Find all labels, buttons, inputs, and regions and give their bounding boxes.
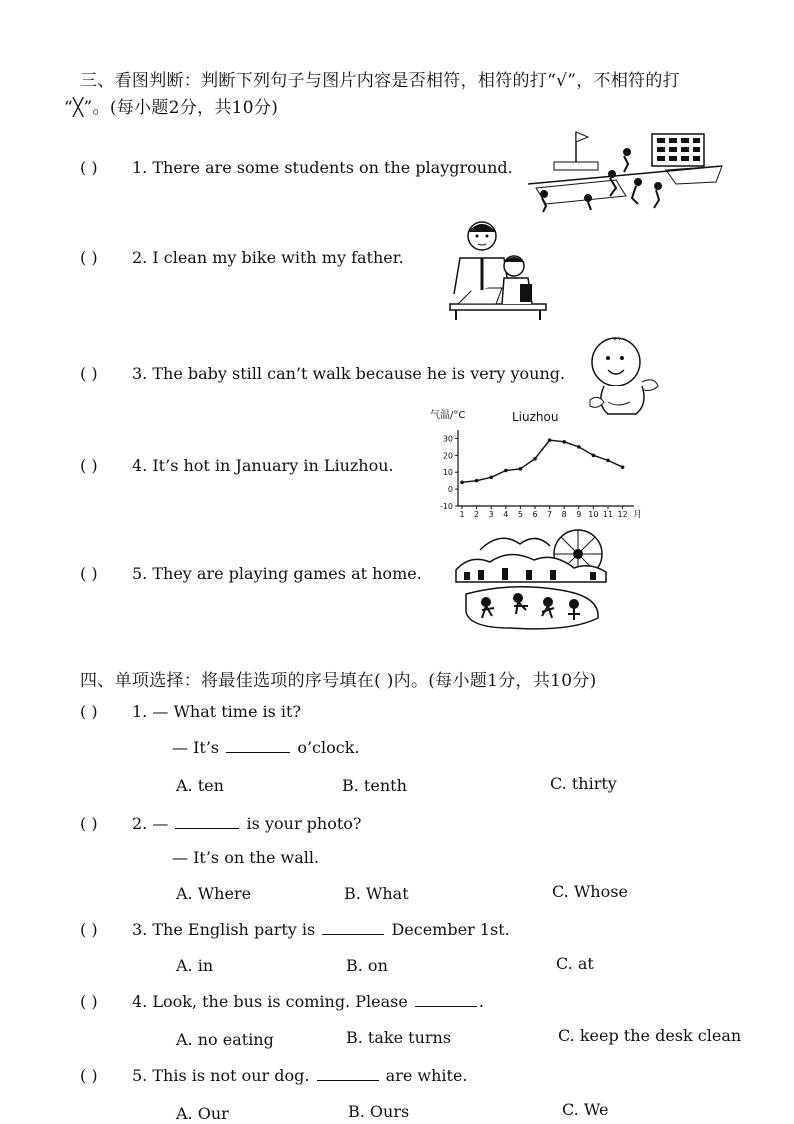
chart-point — [460, 481, 464, 485]
chart-x-tick-label: 8 — [561, 510, 567, 519]
s4-q4 — [80, 992, 484, 1011]
answer-paren[interactable]: ( ) — [80, 364, 98, 383]
stem-part: December 1st. — [391, 920, 510, 939]
stem-part: is your photo? — [246, 814, 362, 833]
fill-blank[interactable] — [322, 933, 384, 935]
s4-q4-option-b: B. take turns — [346, 1028, 452, 1047]
answer-paren[interactable]: ( ) — [80, 814, 98, 833]
amusement-park-picture — [450, 524, 610, 638]
stem-part: . — [478, 992, 485, 1011]
question-text: 1. There are some students on the playground. — [132, 158, 513, 177]
fill-blank[interactable] — [175, 827, 239, 829]
chart-point — [606, 459, 610, 463]
answer-paren[interactable]: ( ) — [80, 702, 98, 721]
s4-q1-option-a: A. ten — [176, 776, 224, 795]
s4-q4-option-a: A. no eating — [176, 1030, 274, 1049]
s4-q3-option-a: A. in — [176, 956, 214, 975]
s4-q1-line2 — [172, 738, 360, 757]
chart-x-tick-label: 4 — [503, 510, 509, 519]
s4-q5 — [80, 1066, 468, 1085]
answer-paren[interactable]: ( ) — [80, 248, 98, 267]
s4-q3-option-b: B. on — [346, 956, 388, 975]
fill-blank[interactable] — [226, 751, 290, 753]
section3-title-line2: “╳”。(每小题2分，共10分) — [64, 98, 279, 118]
chart-point — [592, 454, 596, 458]
chart-x-tick-label: 12 — [617, 510, 628, 519]
chart-x-tick-label: 2 — [474, 510, 480, 519]
chart-title: Liuzhou — [512, 410, 559, 424]
question-text: 2. I clean my bike with my father. — [132, 248, 404, 267]
chart-y-tick-label: 0 — [447, 485, 453, 495]
answer-paren[interactable]: ( ) — [80, 564, 98, 583]
chart-point — [562, 440, 566, 444]
s3-item-2 — [80, 248, 404, 267]
chart-x-tick-label: 1 — [459, 510, 465, 519]
chart-point — [475, 479, 479, 483]
section4-title: 四、单项选择：将最佳选项的序号填在( )内。(每小题1分，共10分) — [80, 671, 597, 691]
question-text: 5. They are playing games at home. — [132, 564, 422, 583]
s4-q5-option-b: B. Ours — [348, 1102, 410, 1121]
s4-q3 — [80, 920, 510, 939]
chart-point — [548, 438, 552, 442]
answer-paren[interactable]: ( ) — [80, 158, 98, 177]
chart-x-tick-label: 7 — [547, 510, 553, 519]
s4-q2-option-b: B. What — [344, 884, 409, 903]
chart-point — [577, 445, 581, 449]
s4-q1-option-c: C. thirty — [550, 774, 617, 793]
chart-x-tick-label: 5 — [517, 510, 523, 519]
stem-part: are white. — [385, 1066, 468, 1085]
stem-part: — It’s — [172, 738, 220, 757]
stem-part: 2. — — [132, 814, 169, 833]
playground-picture — [526, 126, 726, 216]
s4-q2-option-c: C. Whose — [552, 882, 628, 901]
chart-x-tick-label: 3 — [488, 510, 494, 519]
question-text: 4. It’s hot in January in Liuzhou. — [132, 456, 394, 475]
s3-item-5 — [80, 564, 422, 583]
s4-q2-option-a: A. Where — [176, 884, 252, 903]
chart-point — [533, 457, 537, 461]
fill-blank[interactable] — [415, 1005, 477, 1007]
answer-paren[interactable]: ( ) — [80, 992, 98, 1011]
answer-paren[interactable]: ( ) — [80, 1066, 98, 1085]
s3-item-3 — [80, 364, 565, 383]
stem-part: 4. Look, the bus is coming. Please — [132, 992, 408, 1011]
s4-q4-option-c: C. keep the desk clean — [558, 1026, 742, 1045]
chart-y-tick-label: 10 — [442, 468, 453, 478]
s4-q5-option-a: A. Our — [176, 1104, 229, 1123]
chart-y-tick-label: -10 — [439, 502, 453, 511]
chart-point — [519, 467, 523, 471]
chart-x-tick-label: 11 — [602, 510, 614, 519]
chart-y-tick-label: 30 — [442, 434, 453, 444]
s4-q2 — [80, 814, 362, 833]
chart-y-tick-label: 20 — [442, 451, 453, 461]
s3-item-1 — [80, 158, 513, 177]
answer-paren[interactable]: ( ) — [80, 920, 98, 939]
s4-q3-option-c: C. at — [556, 954, 594, 973]
question-text: 3. The baby still can’t walk because he is very young. — [132, 364, 566, 383]
fill-blank[interactable] — [317, 1079, 379, 1081]
question-stem: 1. — What time is it? — [132, 702, 302, 721]
chart-x-tick-label: 9 — [576, 510, 582, 519]
section3-title-line1: 三、看图判断：判断下列句子与图片内容是否相符，相符的打“√”，不相符的打 — [80, 71, 681, 91]
chart-ylabel: 气温/°C — [430, 410, 466, 421]
chart-point — [489, 475, 493, 479]
answer-paren[interactable]: ( ) — [80, 456, 98, 475]
father-and-child-picture — [444, 214, 552, 322]
stem-part: 3. The English party is — [132, 920, 316, 939]
chart-xlabel: 月 — [633, 510, 643, 520]
s4-q5-option-c: C. We — [562, 1100, 609, 1119]
chart-x-tick-label: 10 — [588, 510, 599, 519]
chart-point — [504, 469, 508, 473]
s4-q1 — [80, 702, 301, 721]
chart-x-tick-label: 6 — [532, 510, 538, 519]
liuzhou-temperature-chart — [428, 404, 650, 522]
s4-q2-line2: — It’s on the wall. — [172, 848, 320, 867]
stem-part: 5. This is not our dog. — [132, 1066, 310, 1085]
chart-point — [621, 465, 625, 469]
s4-q1-option-b: B. tenth — [342, 776, 407, 795]
s3-item-4 — [80, 456, 394, 475]
stem-part: o’clock. — [297, 738, 360, 757]
chart-series-line — [462, 440, 623, 482]
